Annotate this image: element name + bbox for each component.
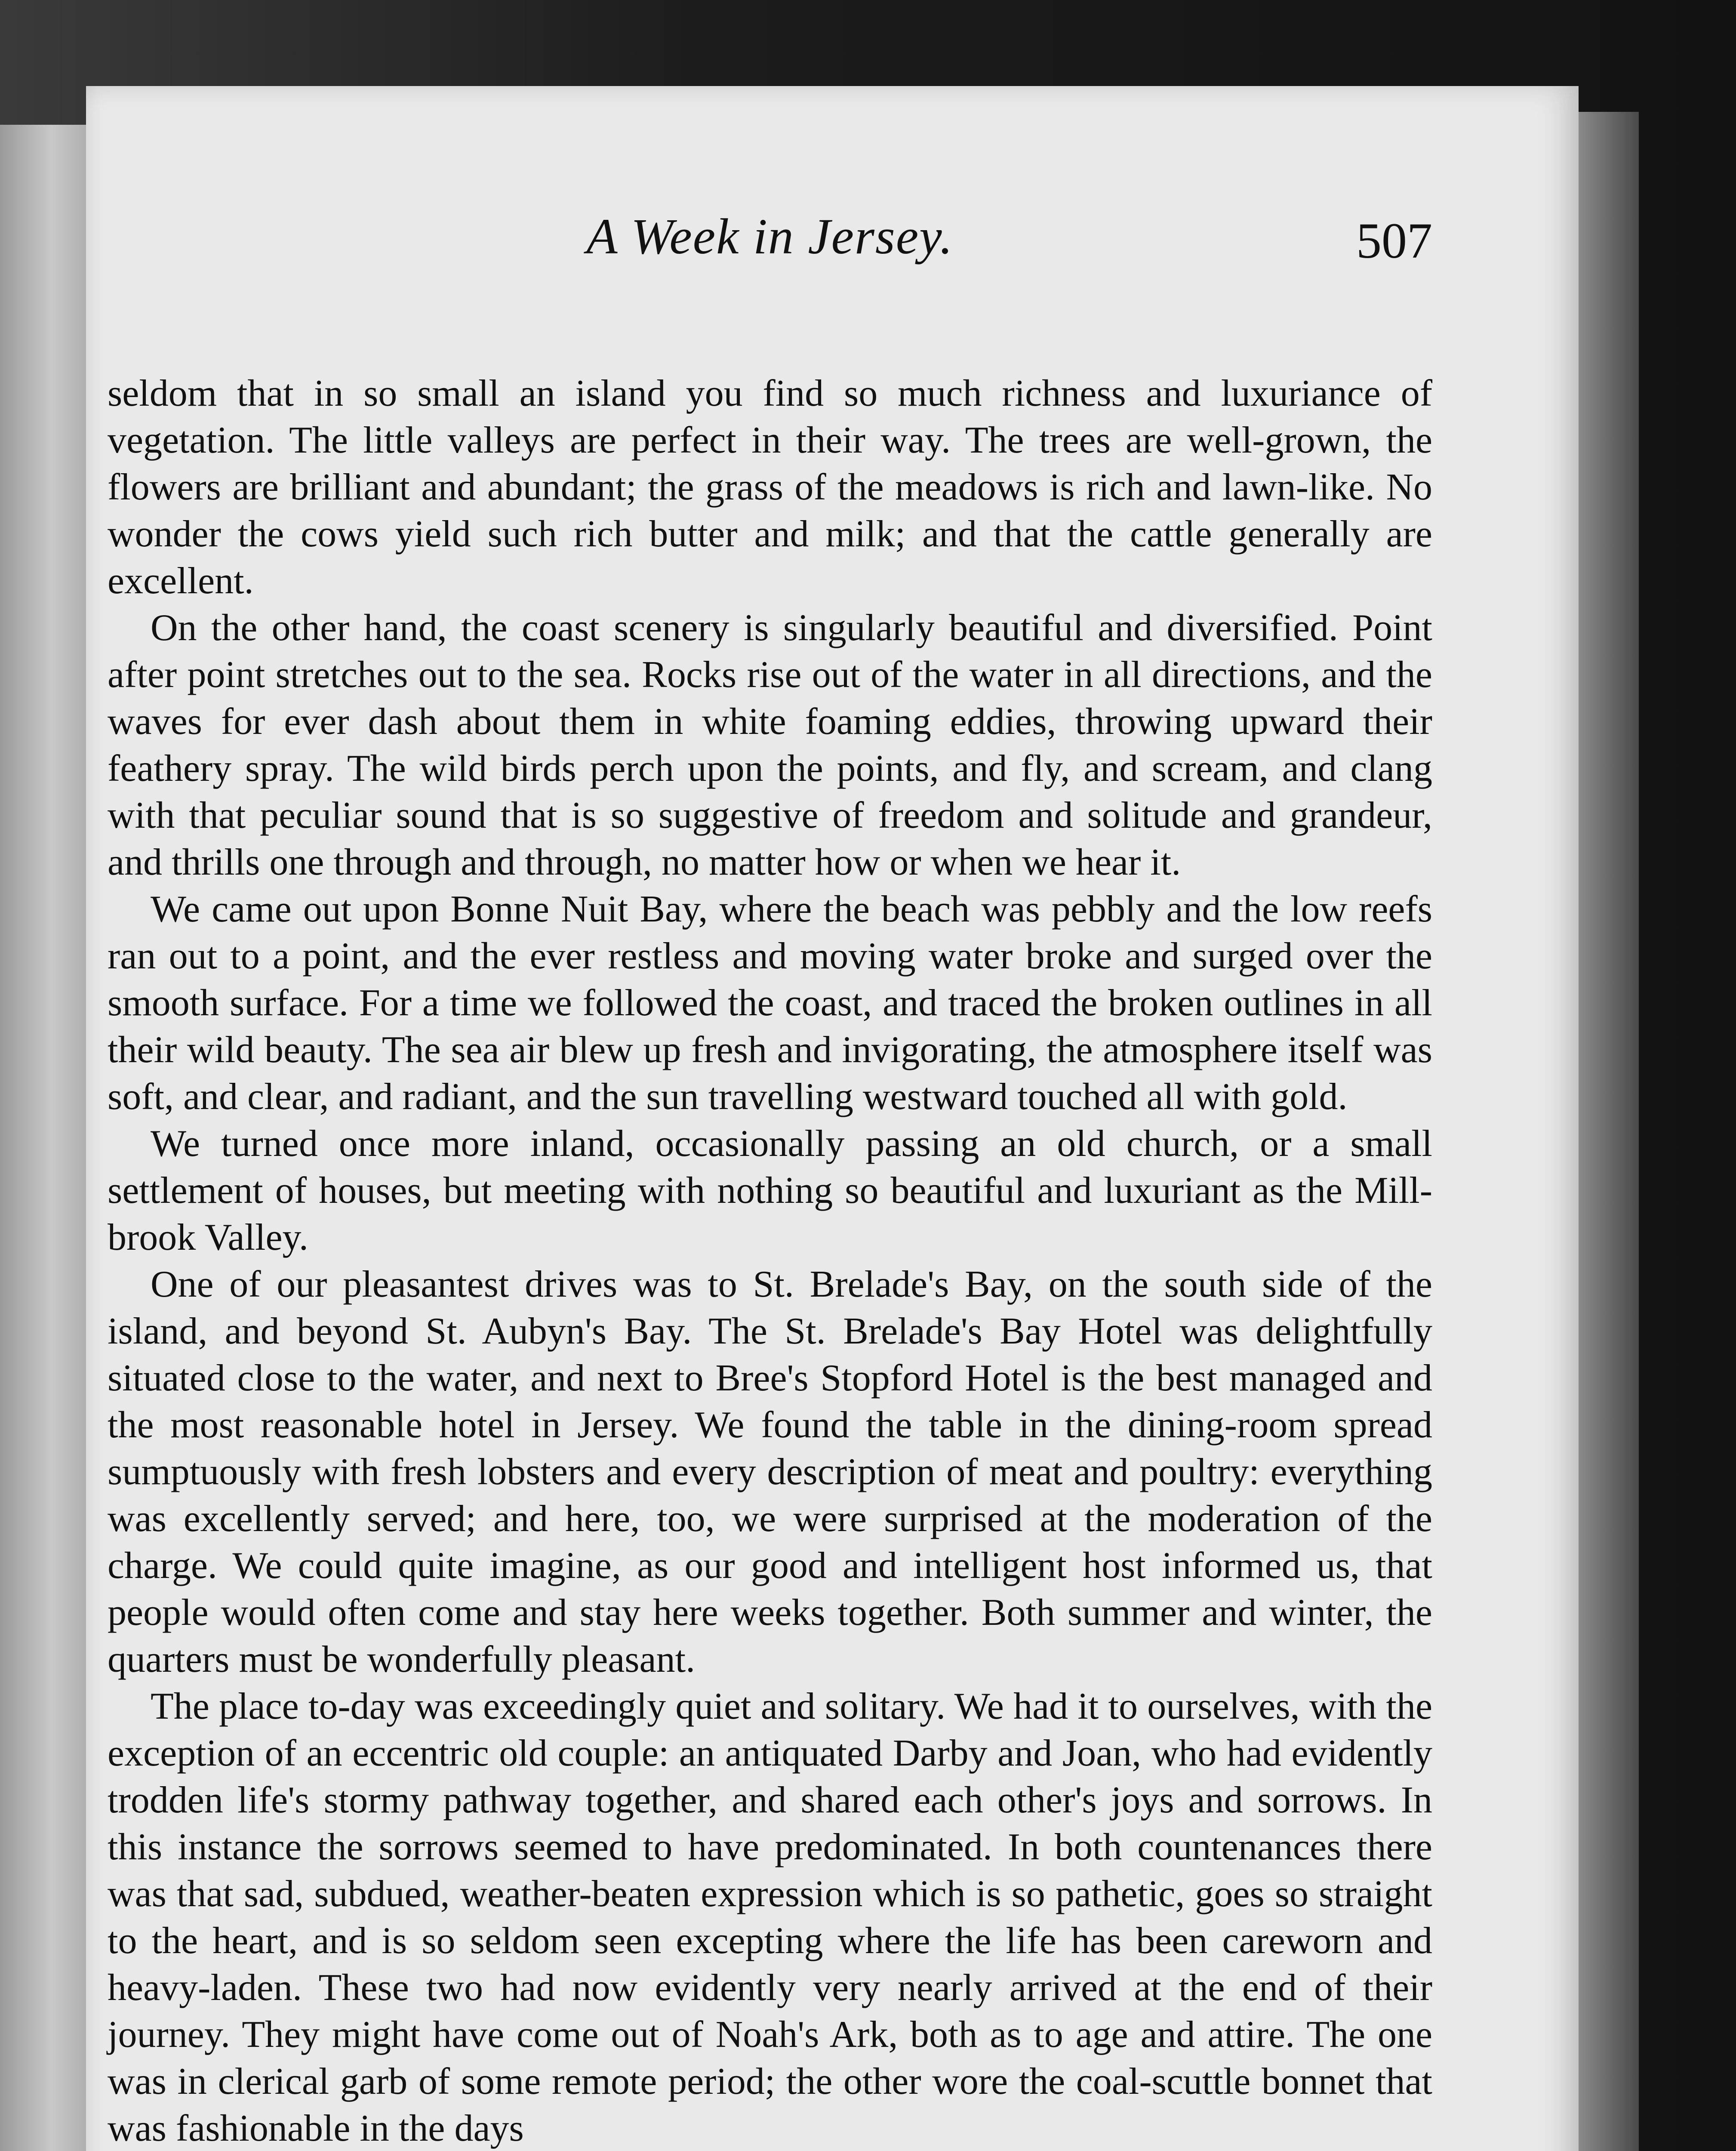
running-head	[108, 194, 1432, 280]
page-fore-edge	[1579, 112, 1639, 2151]
paragraph: On the other hand, the coast scenery is singularly beautiful and diversified. Point after point stretches out to the sea. Rocks rise out of the water in all directions, and the waves for ever dash about them in white foaming eddies, throwing upward their feathery spray. The wild birds perch upon the points, and fly, and scream, and clang with that peculiar sound that is so suggestive of freedom and solitude and grandeur, and thrills one through and through, no matter how or when we hear it.	[108, 607, 1432, 883]
paragraph: We turned once more inland, occasionally passing an old church, or a small settlement of houses, but meeting with nothing so beautiful and luxuriant as the Mill-brook Valley.	[108, 1123, 1432, 1258]
paragraph: seldom that in so small an island you find so much richness and luxuriance of vegetation. The little valleys are perfect in their way. The trees are well-grown, the flowers are brilliant and abundant; the grass of the meadows is rich and lawn-like. No wonder the cows yield such rich butter and milk; and that the cattle generally are excellent.	[108, 373, 1432, 602]
body-text	[108, 370, 1432, 2151]
page-number: 507	[1356, 213, 1432, 269]
facing-page-edge	[0, 125, 89, 2151]
paragraph: We came out upon Bonne Nuit Bay, where the beach was pebbly and the low reefs ran out to a point, and the ever restless and moving water broke and surged over the smooth surface. For a time we followed the coast, and traced the broken outlines in all their wild beauty. The sea air blew up fresh and invigorating, the atmosphere itself was soft, and clear, and radiant, and the sun travelling westward touched all with gold.	[108, 888, 1432, 1118]
paragraph: The place to-day was exceedingly quiet and solitary. We had it to ourselves, with the exception of an eccentric old couple: an antiquated Darby and Joan, who had evidently trodden life's stormy pathway together, and shared each other's joys and sorrows. In this instance the sorrows seemed to have predominated. In both countenances there was that sad, subdued, weather-beaten expression which is so pathetic, goes so straight to the heart, and is so seldom seen excepting where the life has been careworn and heavy-laden. These two had now evidently very nearly arrived at the end of their journey. They might have come out of Noah's Ark, both as to age and attire. The one was in clerical garb of some remote period; the other wore the coal-scuttle bonnet that was fashionable in the days	[108, 1686, 1432, 2149]
paragraph: One of our pleasantest drives was to St. Brelade's Bay, on the south side of the island, and beyond St. Aubyn's Bay. The St. Brelade's Bay Hotel was delightfully situated close to the water, and next to Bree's Stopford Hotel is the best managed and the most reasonable hotel in Jersey. We found the table in the dining-room spread sumptuously with fresh lobsters and every description of meat and poultry: everything was excellently served; and here, too, we were surprised at the moderation of the charge. We could quite imagine, as our good and intelligent host informed us, that people would often come and stay here weeks together. Both summer and winter, the quarters must be wonderfully pleasant.	[108, 1263, 1432, 1680]
facing-page-edge-text	[69, 2147, 86, 2151]
running-head-title: A Week in Jersey.	[586, 208, 954, 265]
